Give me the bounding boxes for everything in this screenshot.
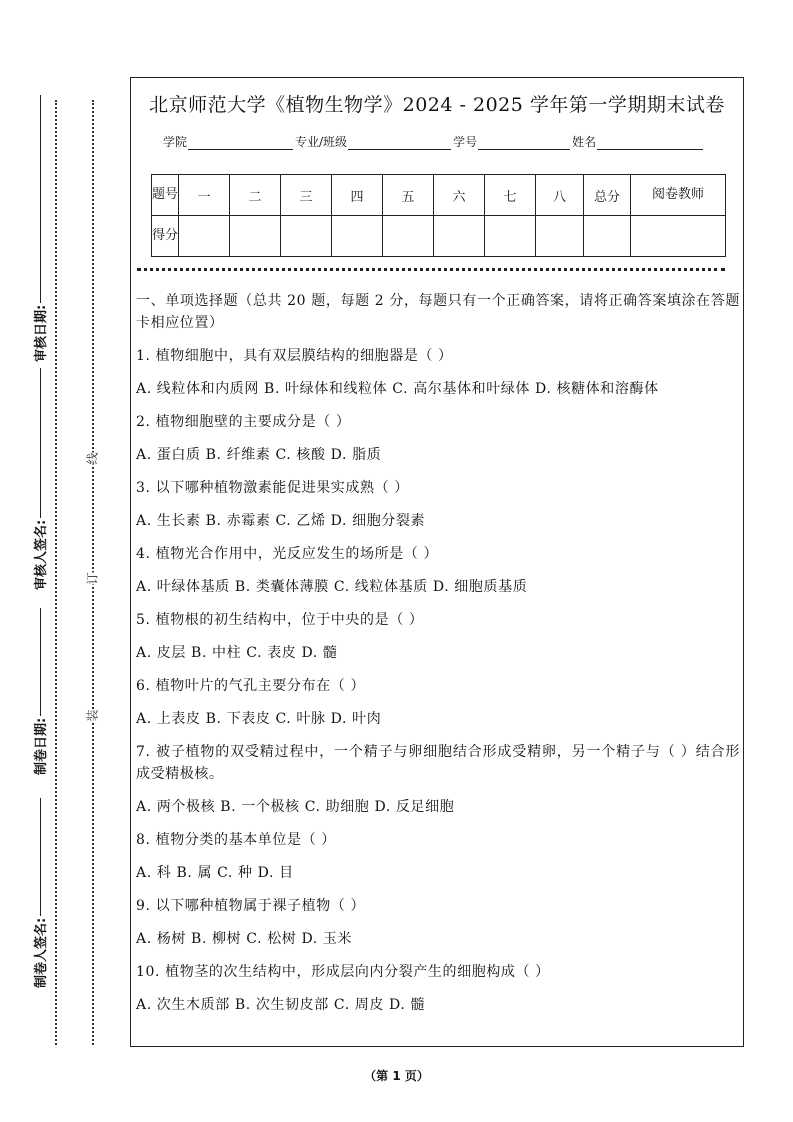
question-10-options: A. 次生木质部 B. 次生韧皮部 C. 周皮 D. 髓 xyxy=(136,997,426,1013)
exam-title: 北京师范大学《植物生物学》2024 - 2025 学年第一学期期末试卷 xyxy=(149,94,725,116)
score-cell-total[interactable] xyxy=(584,216,631,257)
question-2: 2. 植物细胞壁的主要成分是（ ） xyxy=(136,414,351,430)
student-id-label: 学号 xyxy=(453,135,478,149)
question-5-options: A. 皮层 B. 中柱 C. 表皮 D. 髓 xyxy=(136,645,338,661)
question-1: 1. 植物细胞中，具有双层膜结构的细胞器是（ ） xyxy=(136,348,453,364)
score-col-4: 四 xyxy=(332,175,383,216)
score-col-total: 总分 xyxy=(584,175,631,216)
college-input-line[interactable] xyxy=(188,137,293,150)
score-table xyxy=(151,174,726,257)
reviewer-sign-line xyxy=(39,368,41,518)
maker-sign-label: 制卷人签名: xyxy=(34,917,49,988)
question-3: 3. 以下哪种植物激素能促进果实成熟（ ） xyxy=(136,480,409,496)
maker-sign-field xyxy=(30,798,49,988)
maker-sign-line xyxy=(39,798,41,916)
score-cell-6[interactable] xyxy=(434,216,485,257)
score-table-score-row xyxy=(152,216,726,257)
college-label: 学院 xyxy=(163,135,188,149)
score-col-8: 八 xyxy=(536,175,584,216)
question-section xyxy=(136,290,740,1027)
question-4-options: A. 叶绿体基质 B. 类囊体薄膜 C. 线粒体基质 D. 细胞质基质 xyxy=(136,579,528,595)
score-col-6: 六 xyxy=(434,175,485,216)
score-cell-1[interactable] xyxy=(179,216,230,257)
score-cell-3[interactable] xyxy=(281,216,332,257)
page-number: （第 1 页） xyxy=(364,1069,429,1083)
dotted-separator xyxy=(137,268,725,271)
maker-date-line xyxy=(39,608,41,716)
reviewer-date-line xyxy=(39,95,41,303)
score-table-row2-head: 得分 xyxy=(152,216,179,257)
score-table-header-row xyxy=(152,175,726,216)
name-label: 姓名 xyxy=(572,135,597,149)
question-9-options: A. 杨树 B. 柳树 C. 松树 D. 玉米 xyxy=(136,931,353,947)
question-1-options: A. 线粒体和内质网 B. 叶绿体和线粒体 C. 高尔基体和叶绿体 D. 核糖体和溶酶体 xyxy=(136,381,659,397)
question-4: 4. 植物光合作用中，光反应发生的场所是（ ） xyxy=(136,546,439,562)
question-2-options: A. 蛋白质 B. 纤维素 C. 核酸 D. 脂质 xyxy=(136,447,382,463)
score-col-5: 五 xyxy=(383,175,434,216)
score-cell-grader[interactable] xyxy=(631,216,726,257)
score-cell-5[interactable] xyxy=(383,216,434,257)
question-8: 8. 植物分类的基本单位是（ ） xyxy=(136,832,336,848)
name-input-line[interactable] xyxy=(597,137,703,150)
question-9: 9. 以下哪种植物属于裸子植物（ ） xyxy=(136,898,366,914)
reviewer-sign-field xyxy=(30,368,49,590)
score-table-row1-head: 题号 xyxy=(152,175,179,216)
question-10: 10. 植物茎的次生结构中，形成层向内分裂产生的细胞构成（ ） xyxy=(136,964,550,980)
score-col-2: 二 xyxy=(230,175,281,216)
reviewer-sign-label: 审核人签名: xyxy=(34,519,49,590)
score-col-3: 三 xyxy=(281,175,332,216)
score-cell-7[interactable] xyxy=(485,216,536,257)
score-col-grader: 阅卷教师 xyxy=(631,175,726,216)
binding-char-zhuang: 装 xyxy=(82,709,103,721)
binding-dotted-line-outer xyxy=(55,100,57,1045)
student-id-input-line[interactable] xyxy=(478,137,570,150)
binding-char-ding: 订 xyxy=(82,572,103,584)
question-8-options: A. 科 B. 属 C. 种 D. 目 xyxy=(136,865,294,881)
score-cell-4[interactable] xyxy=(332,216,383,257)
binding-char-xian: 线 xyxy=(82,452,103,464)
score-cell-8[interactable] xyxy=(536,216,584,257)
major-input-line[interactable] xyxy=(348,137,451,150)
question-7: 7. 被子植物的双受精过程中，一个精子与卵细胞结合形成受精卵，另一个精子与（ ）结合形成受精极核。 xyxy=(136,744,740,782)
maker-date-field xyxy=(30,608,49,775)
reviewer-date-field xyxy=(30,95,49,362)
student-info-row xyxy=(163,133,705,150)
section-intro: 一、单项选择题（总共 20 题，每题 2 分，每题只有一个正确答案，请将正确答案填涂在答题卡相应位置） xyxy=(136,293,740,331)
reviewer-date-label: 审核日期: xyxy=(34,304,49,362)
question-6: 6. 植物叶片的气孔主要分布在（ ） xyxy=(136,678,366,694)
score-col-1: 一 xyxy=(179,175,230,216)
question-6-options: A. 上表皮 B. 下表皮 C. 叶脉 D. 叶肉 xyxy=(136,711,382,727)
maker-date-label: 制卷日期: xyxy=(34,717,49,775)
major-label: 专业/班级 xyxy=(295,135,348,149)
score-col-7: 七 xyxy=(485,175,536,216)
question-7-options: A. 两个极核 B. 一个极核 C. 助细胞 D. 反足细胞 xyxy=(136,799,455,815)
exam-frame xyxy=(130,77,744,1047)
question-5: 5. 植物根的初生结构中，位于中央的是（ ） xyxy=(136,612,424,628)
question-3-options: A. 生长素 B. 赤霉素 C. 乙烯 D. 细胞分裂素 xyxy=(136,513,426,529)
score-cell-2[interactable] xyxy=(230,216,281,257)
